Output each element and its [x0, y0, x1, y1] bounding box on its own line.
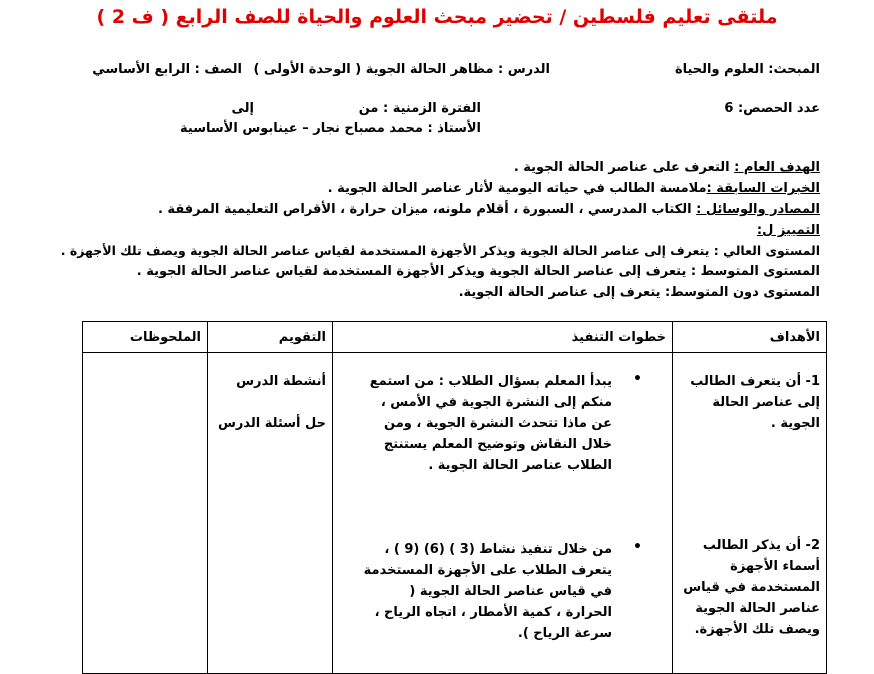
header-evaluation: التقويم: [208, 322, 333, 353]
periods-label: عدد الحصص: 6: [724, 101, 820, 116]
differentiation-label: التمييز ل:: [756, 223, 820, 238]
lesson-plan-table: [82, 321, 827, 674]
general-objective-label: الهدف العام :: [734, 160, 820, 175]
prior-knowledge-text: ملامسة الطالب في حياته اليومية لأثار عناصر الحالة الجوية .: [327, 181, 707, 196]
evaluation-cell: [208, 353, 333, 674]
level-mid: المستوى المتوسط : يتعرف إلى عناصر الحالة الجوية ويذكر الأجهزة المستخدمة لقياس عناصر الحالة الجوية .: [136, 264, 820, 279]
table-row: [83, 353, 827, 674]
resources-text: الكتاب المدرسي ، السبورة ، أقلام ملونه، ميزان حرارة ، الأقراص التعليمية المرفقة .: [157, 202, 697, 217]
evaluation-2: حل أسئلة الدرس: [217, 416, 326, 431]
general-objective-text: التعرف على عناصر الحالة الجوية .: [513, 160, 735, 175]
step-2: من خلال تنفيذ نشاط (3 ) (6) (9 ) ، يتعرف الطلاب على الأجهزة المستخدمة في قياس عناصر الحالة الجوية ( الحرارة ، كمية الأمطار ، اتجاه الرياح ، سرعة الرياح ).: [363, 542, 612, 641]
general-objective: [514, 160, 820, 175]
differentiation: [757, 223, 820, 238]
bullet-1: •: [633, 371, 642, 387]
header-notes: الملحوظات: [83, 322, 208, 353]
prior-knowledge-label: الخبرات السابقة :: [706, 181, 820, 196]
prior-knowledge: [328, 181, 820, 196]
level-low: المستوى دون المتوسط: يتعرف إلى عناصر الحالة الجوية.: [458, 285, 820, 300]
subject-label: المبحث: العلوم والحياة: [674, 62, 820, 77]
resources: [158, 202, 820, 217]
level-high: المستوى العالي : يتعرف إلى عناصر الحالة الجوية ويذكر الأجهزة المستخدمة لقياس عناصر الحالة الجوية ويصف تلك الأجهزة .: [60, 243, 820, 258]
steps-cell: [333, 353, 673, 674]
header-steps: خطوات التنفيذ: [333, 322, 673, 353]
evaluation-1: أنشطة الدرس: [236, 374, 326, 389]
objective-2: 2- أن يذكر الطالب أسماء الأجهزة المستخدمة في قياس عناصر الحالة الجوية ويصف تلك الأجهزة.: [683, 538, 820, 637]
grade-label: الصف : الرابع الأساسي: [92, 62, 242, 77]
header-objectives: الأهداف: [673, 322, 827, 353]
resources-label: المصادر والوسائل :: [696, 202, 820, 217]
objective-1: 1- أن يتعرف الطالب إلى عناصر الحالة الجوية .: [690, 374, 820, 431]
lesson-label: الدرس : مظاهر الحالة الجوية ( الوحدة الأولى ): [253, 62, 550, 77]
notes-cell: [83, 353, 208, 674]
period-to-label: إلى: [231, 101, 254, 116]
table-header-row: [83, 322, 827, 353]
step-1: يبدأ المعلم بسؤال الطلاب : من استمع منكم إلى النشرة الجوية في الأمس ، عن ماذا تتحدث النشرة الجوية ، ومن خلال النقاش وتوضيح المعلم يستنتج الطلاب عناصر الحالة الجوية .: [369, 374, 612, 473]
page-title: ملتقى تعليم فلسطين / تحضير مبحث العلوم والحياة للصف الرابع ( ف 2 ): [96, 6, 778, 28]
period-from-label: الفترة الزمنية : من: [358, 101, 481, 116]
teacher-label: الأستاذ : محمد مصباح نجار – عينابوس الأساسية: [180, 121, 481, 136]
bullet-2: •: [633, 539, 642, 555]
objectives-cell: [673, 353, 827, 674]
